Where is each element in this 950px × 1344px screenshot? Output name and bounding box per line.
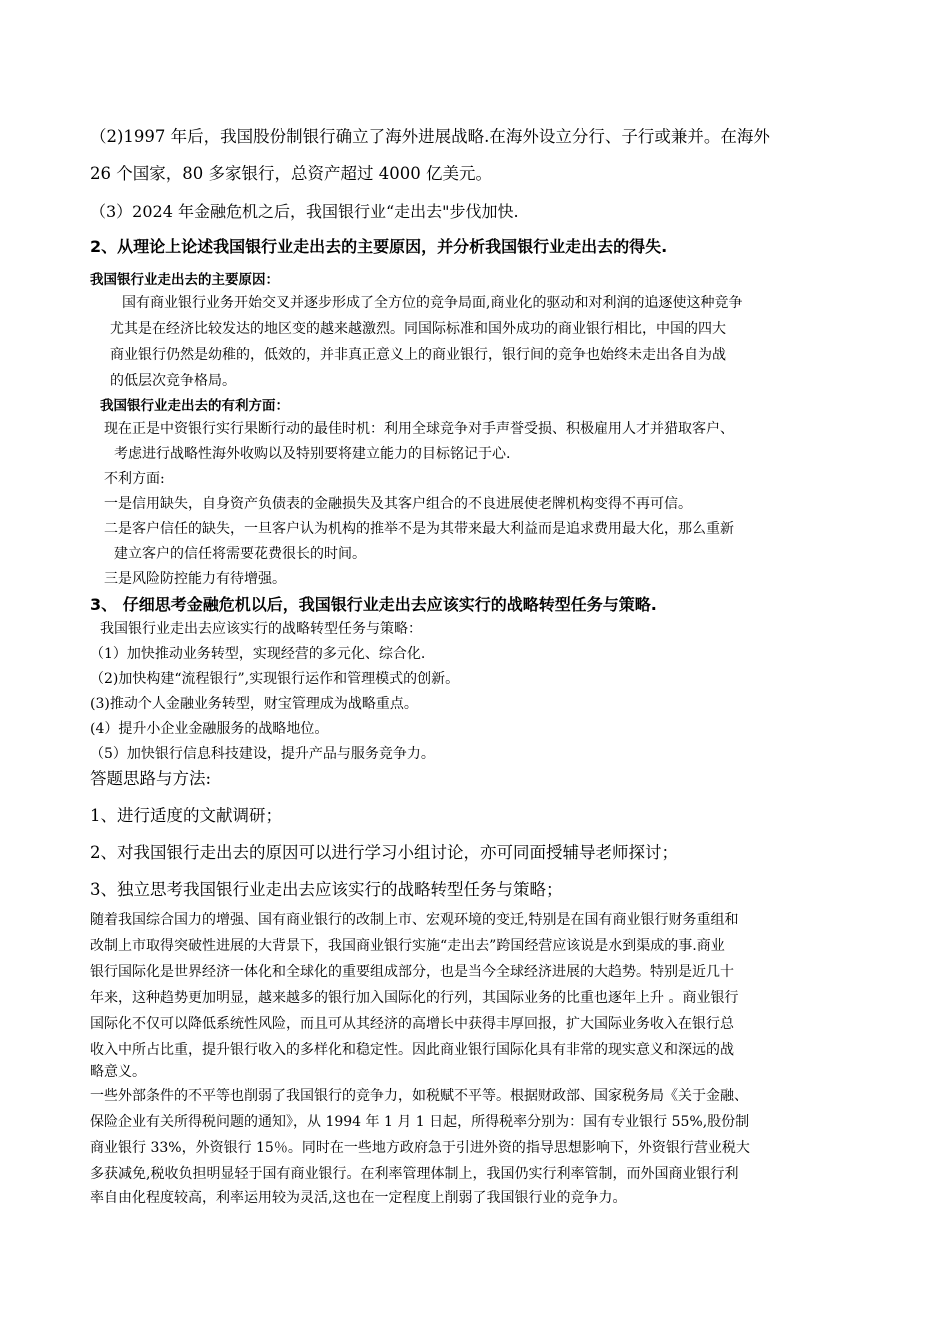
essay-para-1-line-5: 国际化不仅可以降低系统性风险，而且可从其经济的高增长中获得丰厚回报，扩大国际业务收入在银行总 [90,1016,734,1032]
advantages-line-2: 考虑进行战略性海外收购以及特别要将建立能力的目标铭记于心. [114,446,511,462]
strategy-item-5: （5）加快银行信息科技建设，提升产品与服务竞争力。 [90,746,435,762]
method-step-3: 3、独立思考我国银行业走出去应该实行的战略转型任务与策略； [90,880,563,899]
strategy-item-2: （2)加快构建“流程银行”,实现银行运作和管理模式的创新。 [90,671,460,687]
advantages-title: 我国银行业走出去的有利方面： [100,398,289,414]
method-step-2: 2、对我国银行走出去的原因可以进行学习小组讨论，亦可同面授辅导老师探讨； [90,843,678,862]
disadvantages-title: 不利方面: [104,471,165,487]
essay-para-1-line-7: 略意义。 [90,1064,146,1080]
disadvantage-3: 三是风险防控能力有待增强。 [104,571,286,587]
reasons-title: 我国银行业走出去的主要原因： [90,272,279,288]
item-3-text: （3）2024 年金融危机之后，我国银行业“走出去"步伐加快. [90,202,519,221]
essay-para-1-line-4: 年来，这种趋势更加明显，越来越多的银行加入国际化的行列，其国际业务的比重也逐年上升 。商业银行 [90,990,739,1006]
essay-para-1-line-1: 随着我国综合国力的增强、国有商业银行的改制上市、宏观环境的变迁,特别是在国有商业银行财务重组和 [90,912,739,928]
item-2-line-1: （2)1997 年后，我国股份制银行确立了海外进展战略.在海外设立分行、子行或兼并。在海外 [90,127,770,146]
method-title: 答题思路与方法: [90,769,212,788]
essay-para-2-line-3: 商业银行 33%，外资银行 15％。同时在一些地方政府急于引进外资的指导思想影响下，外资银行营业税大 [90,1140,750,1156]
item-2-line-2: 26 个国家，80 多家银行，总资产超过 4000 亿美元。 [90,164,492,183]
reasons-line-4: 的低层次竞争格局。 [110,373,236,389]
essay-para-1-line-6: 收入中所占比重，提升银行收入的多样化和稳定性。因此商业银行国际化具有非常的现实意义和深远的战 [90,1042,734,1058]
disadvantage-1: 一是信用缺失，自身资产负债表的金融损失及其客户组合的不良进展使老牌机构变得不再可信。 [104,496,692,512]
reasons-line-2: 尤其是在经济比较发达的地区变的越来越激烈。同国际标准和国外成功的商业银行相比，中国的四大 [110,321,726,337]
strategy-intro: 我国银行业走出去应该实行的战略转型任务与策略： [100,621,422,637]
essay-para-2-line-1: 一些外部条件的不平等也削弱了我国银行的竞争力，如税赋不平等。根据财政部、国家税务局《关于金融、 [90,1088,748,1104]
question-3-heading: 3、 仔细思考金融危机以后，我国银行业走出去应该实行的战略转型任务与策略. [90,595,657,614]
strategy-item-3: (3)推动个人金融业务转型，财宝管理成为战略重点。 [90,696,418,712]
essay-para-1-line-2: 改制上市取得突破性进展的大背景下，我国商业银行实施“走出去”跨国经营应该说是水到渠成的事.商业 [90,938,725,954]
strategy-item-1: （1）加快推动业务转型，实现经营的多元化、综合化. [90,646,426,662]
essay-para-2-line-5: 率自由化程度较高，利率运用较为灵活,这也在一定程度上削弱了我国银行业的竞争力。 [90,1190,627,1206]
disadvantage-2-line-1: 二是客户信任的缺失，一旦客户认为机构的推举不是为其带来最大利益而是追求费用最大化，那么重新 [104,521,734,537]
reasons-line-3: 商业银行仍然是幼稚的，低效的，并非真正意义上的商业银行，银行间的竞争也始终未走出各自为战 [110,347,726,363]
advantages-line-1: 现在正是中资银行实行果断行动的最佳时机：利用全球竞争对手声誉受损、积极雇用人才并猎取客户、 [104,421,734,437]
essay-para-2-line-4: 多获减免,税收负担明显轻于国有商业银行。在利率管理体制上，我国仍实行利率管制，而外国商业银行利 [90,1166,739,1182]
question-2-heading: 2、从理论上论述我国银行业走出去的主要原因，并分析我国银行业走出去的得失. [90,237,668,256]
strategy-item-4: (4）提升小企业金融服务的战略地位。 [90,721,329,737]
disadvantage-2-line-2: 建立客户的信任将需要花费很长的时间。 [114,546,366,562]
reasons-line-1: 国有商业银行业务开始交叉并逐步形成了全方位的竞争局面,商业化的驱动和对利润的追逐使这种竞争 [122,295,743,311]
essay-para-1-line-3: 银行国际化是世界经济一体化和全球化的重要组成部分，也是当今全球经济进展的大趋势。特别是近几十 [90,964,734,980]
essay-para-2-line-2: 保险企业有关所得税问题的通知》，从 1994 年 1 月 1 日起，所得税率分别为：国有专业银行 55%,股份制 [90,1114,750,1130]
method-step-1: 1、进行适度的文献调研； [90,806,282,825]
